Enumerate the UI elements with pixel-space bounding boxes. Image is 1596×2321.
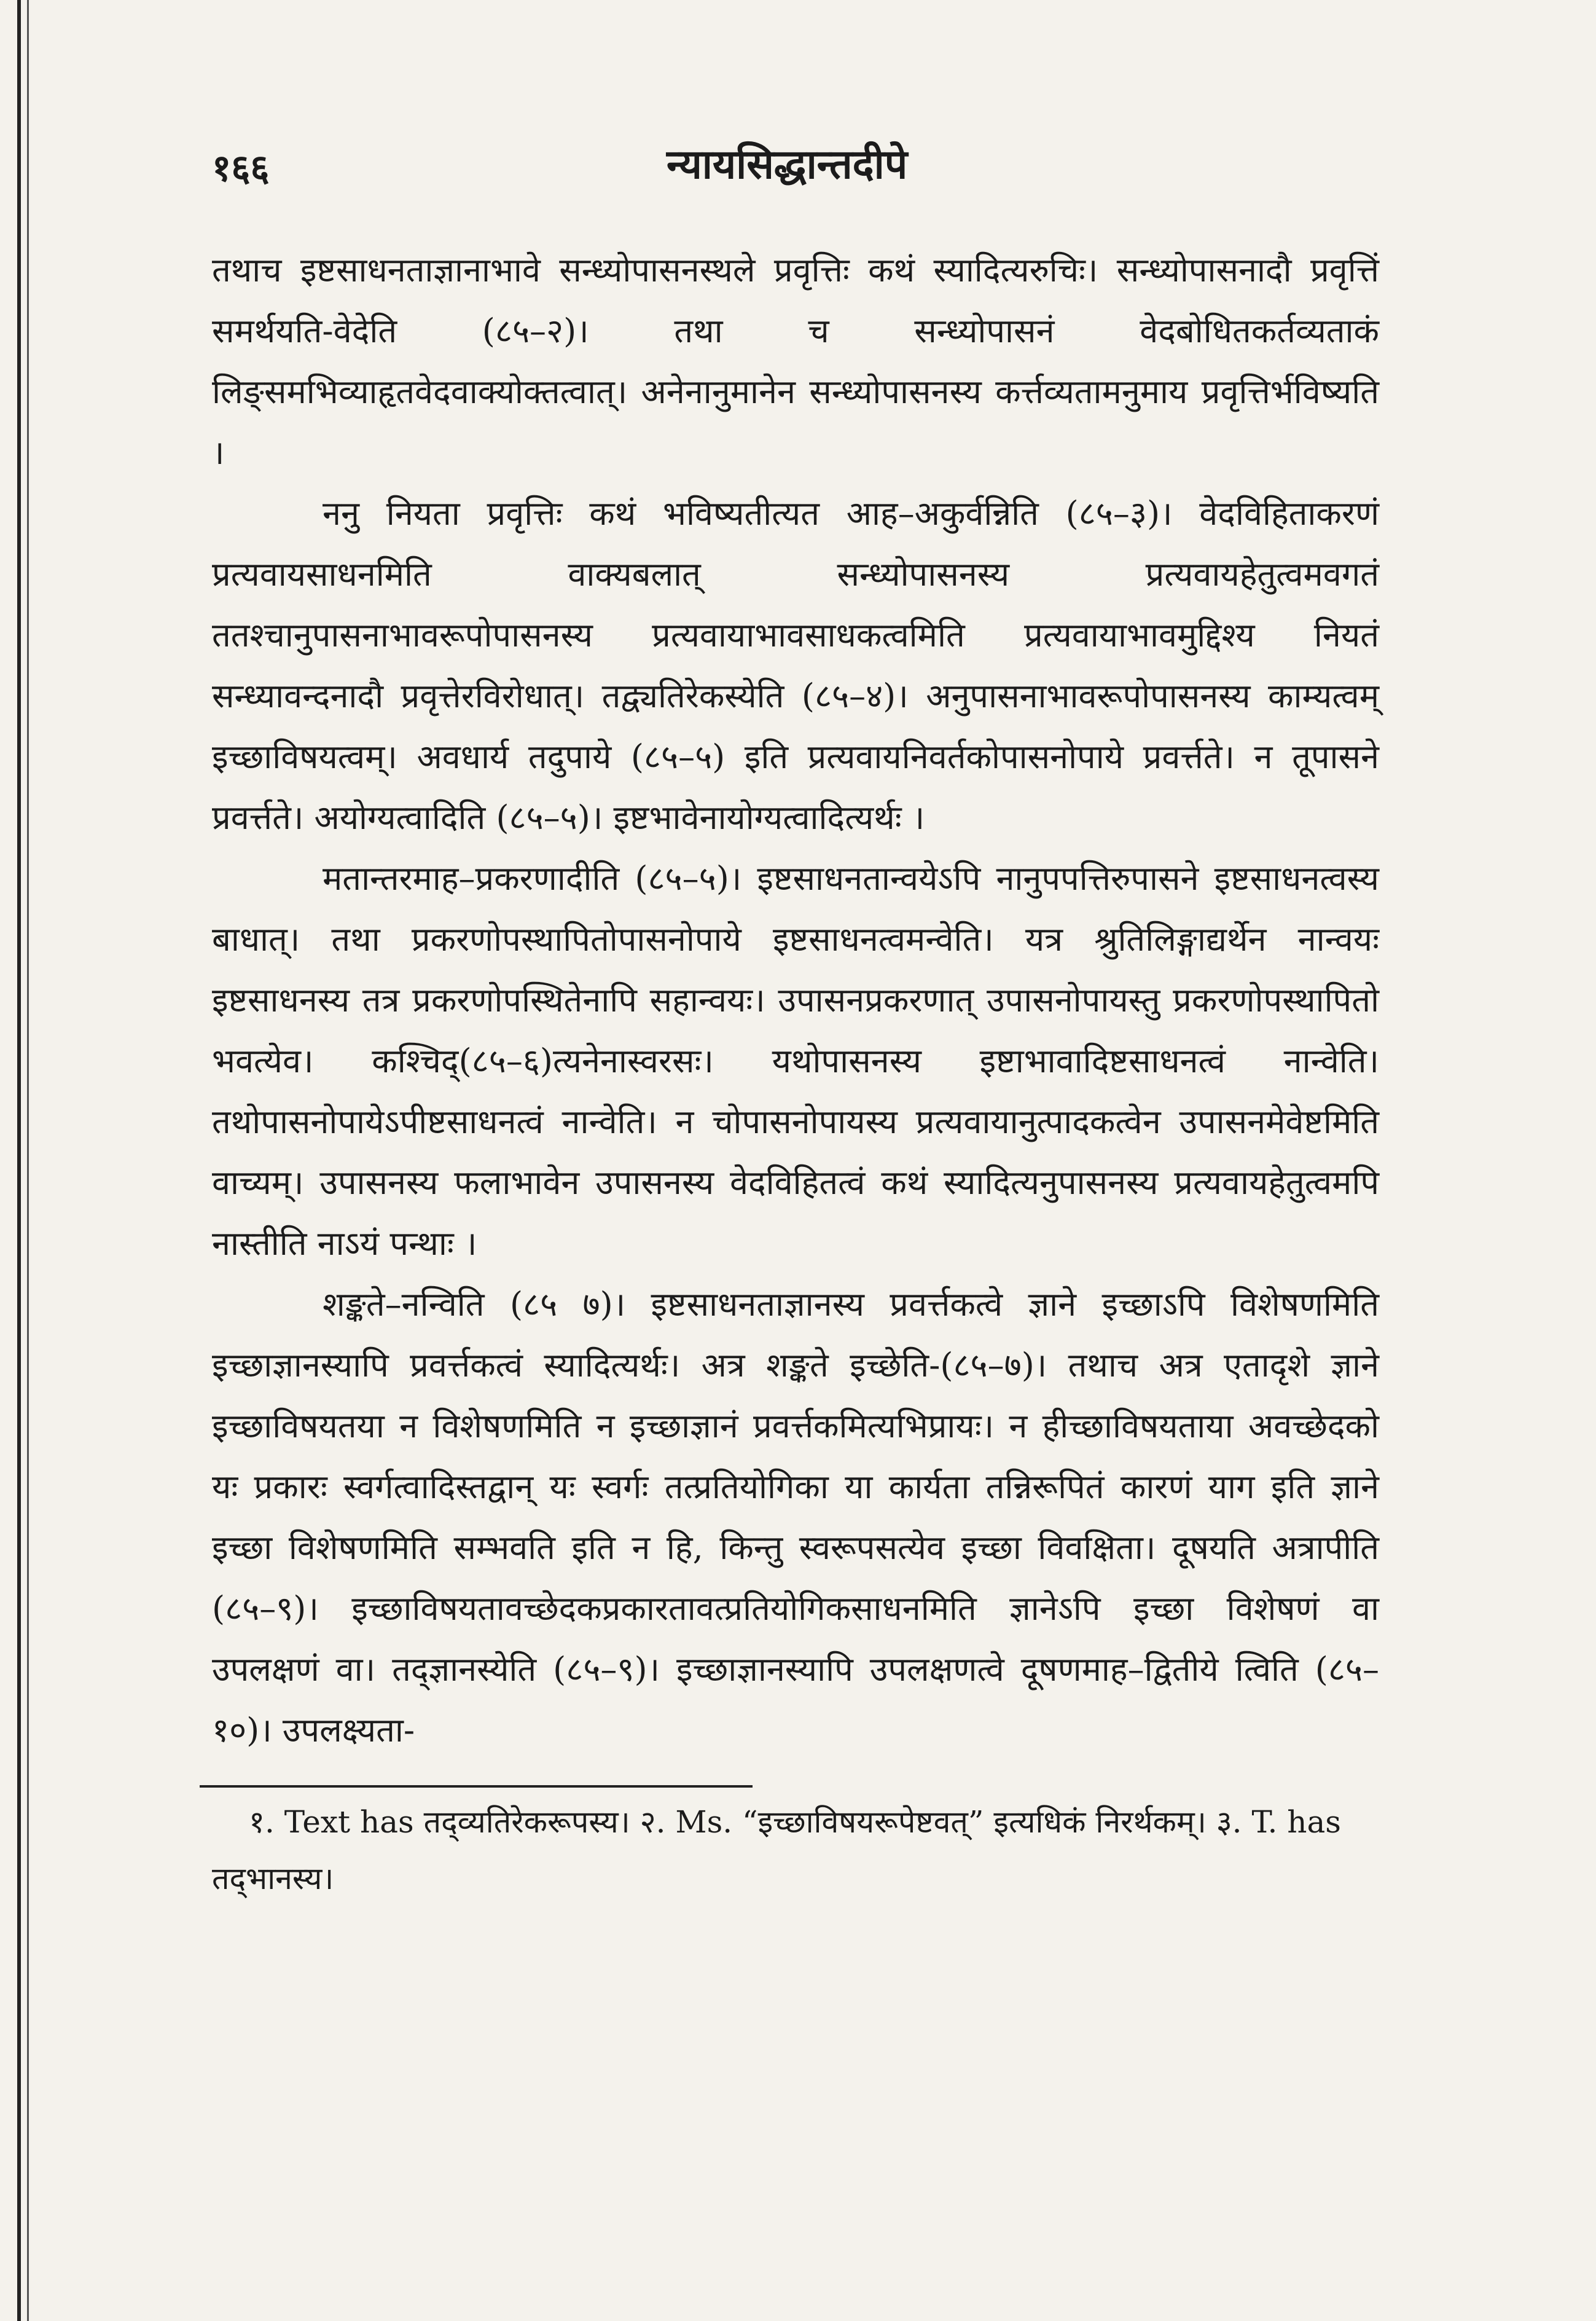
footnote-3: ३. T. has तद्‌भानस्य। [212, 1804, 1341, 1896]
footnote-1: १. Text has तद्‌व्यतिरेकरूपस्य। [249, 1804, 640, 1840]
paragraph-4: शङ्कते–नन्विति (८५ ७)। इष्टसाधनताज्ञानस्य प्रवर्त्तकत्वे ज्ञाने इच्छाऽपि विशेषणमिति इच्छाज्ञानस्यापि प्रवर्त्तकत्वं स्यादित्यर्थः। अत्र शङ्कते इच्छेति-(८५–७)। तथाच अत्र एतादृशे ज्ञाने इच्छाविषयतया न विशेषणमिति न इच्छाज्ञानं प्रवर्त्तकमित्यभिप्रायः। न हीच्छाविषयताया अवच्छेदको यः प्रकारः स्वर्गत्वादिस्तद्वान् यः स्वर्गः तत्प्रतियोगिका या कार्यता तन्निरूपितं कारणं याग इति ज्ञाने इच्छा विशेषणमिति सम्भवति इति न हि, किन्तु स्वरूपसत्येव इच्छा विवक्षिता। दूषयति अत्रापीति (८५–९)। इच्छाविषयतावच्छेदकप्रकारतावत्प्रतियोगिकसाधनमिति ज्ञानेऽपि इच्छा विशेषणं वा उपलक्षणं वा। तद्‌ज्ञानस्येति (८५–९)। इच्छाज्ञानस्यापि उपलक्षणत्वे दूषणमाह–द्वितीये त्विति (८५–१०)। उपलक्ष्यता- [212, 1285, 1379, 1750]
paragraph-1: तथाच इष्टसाधनताज्ञानाभावे सन्ध्योपासनस्थले प्रवृत्तिः कथं स्यादित्यरुचिः। सन्ध्योपासनादौ प्रवृत्तिं समर्थयति-वेदेति (८५–२)। तथा च सन्ध्योपासनं वेदबोधितकर्तव्यताकं लिङ्समभिव्याहृतवेदवाक्योक्तत्वात्। अनेनानुमानेन सन्ध्योपासनस्य कर्त्तव्यतामनुमाय प्रवृत्तिर्भविष्यति । [212, 251, 1379, 472]
running-title: न्यायसिद्धान्तदीपे [667, 140, 908, 188]
scan-binding-edge [17, 0, 21, 2321]
page-header [212, 129, 1379, 215]
scan-binding-edge-inner [27, 0, 29, 2321]
page-number: १६६ [212, 147, 270, 190]
footnote-2: २. Ms. “इच्छाविषयरूपेष्टवत्” इत्यधिकं निरर्थकम्। [640, 1804, 1216, 1840]
footnote-divider [200, 1785, 753, 1788]
book-page [212, 129, 1379, 1907]
paragraph-3: मतान्तरमाह–प्रकरणादीति (८५–५)। इष्टसाधनतान्वयेऽपि नानुपपत्तिरुपासने इष्टसाधनत्वस्य बाधात्। तथा प्रकरणोपस्थापितोपासनोपाये इष्टसाधनत्वमन्वेति। यत्र श्रुतिलिङ्गाद्यर्थेन नान्वयः इष्टसाधनस्य तत्र प्रकरणोपस्थितेनापि सहान्वयः। उपासनप्रकरणात् उपासनोपायस्तु प्रकरणोपस्थापितो भवत्येव। कश्चिद्(८५–६)त्यनेनास्वरसः। यथोपासनस्य इष्टाभावादिष्टसाधनत्वं नान्वेति। तथोपासनोपायेऽपीष्टसाधनत्वं नान्वेति। न चोपासनोपायस्य प्रत्यवायानुत्पादकत्वेन उपासनमेवेष्टमिति वाच्यम्। उपासनस्य फलाभावेन उपासनस्य वेदविहितत्वं कथं स्यादित्यनुपासनस्य प्रत्यवायहेतुत्वमपि नास्तीति नाऽयं पन्थाः । [212, 859, 1379, 1263]
footnotes [212, 1794, 1379, 1907]
paragraph-2: ननु नियता प्रवृत्तिः कथं भविष्यतीत्यत आह–अकुर्वन्निति (८५–३)। वेदविहिताकरणं प्रत्यवायसाधनमिति वाक्यबलात् सन्ध्योपासनस्य प्रत्यवायहेतुत्वमवगतं ततश्चानुपासनाभावरूपोपासनस्य प्रत्यवायाभावसाधकत्वमिति प्रत्यवायाभावमुद्दिश्य नियतं सन्ध्यावन्दनादौ प्रवृत्तेरविरोधात्। तद्व्यतिरेकस्येति (८५–४)। अनुपासनाभावरूपोपासनस्य काम्यत्वम् इच्छाविषयत्वम्। अवधार्य तदुपाये (८५–५) इति प्रत्यवायनिवर्तकोपासनोपाये प्रवर्त्तते। न तूपासने प्रवर्त्तते। अयोग्यत्वादिति (८५–५)। इष्टभावेनायोग्यत्वादित्यर्थः । [212, 494, 1379, 837]
main-text [212, 240, 1379, 1761]
